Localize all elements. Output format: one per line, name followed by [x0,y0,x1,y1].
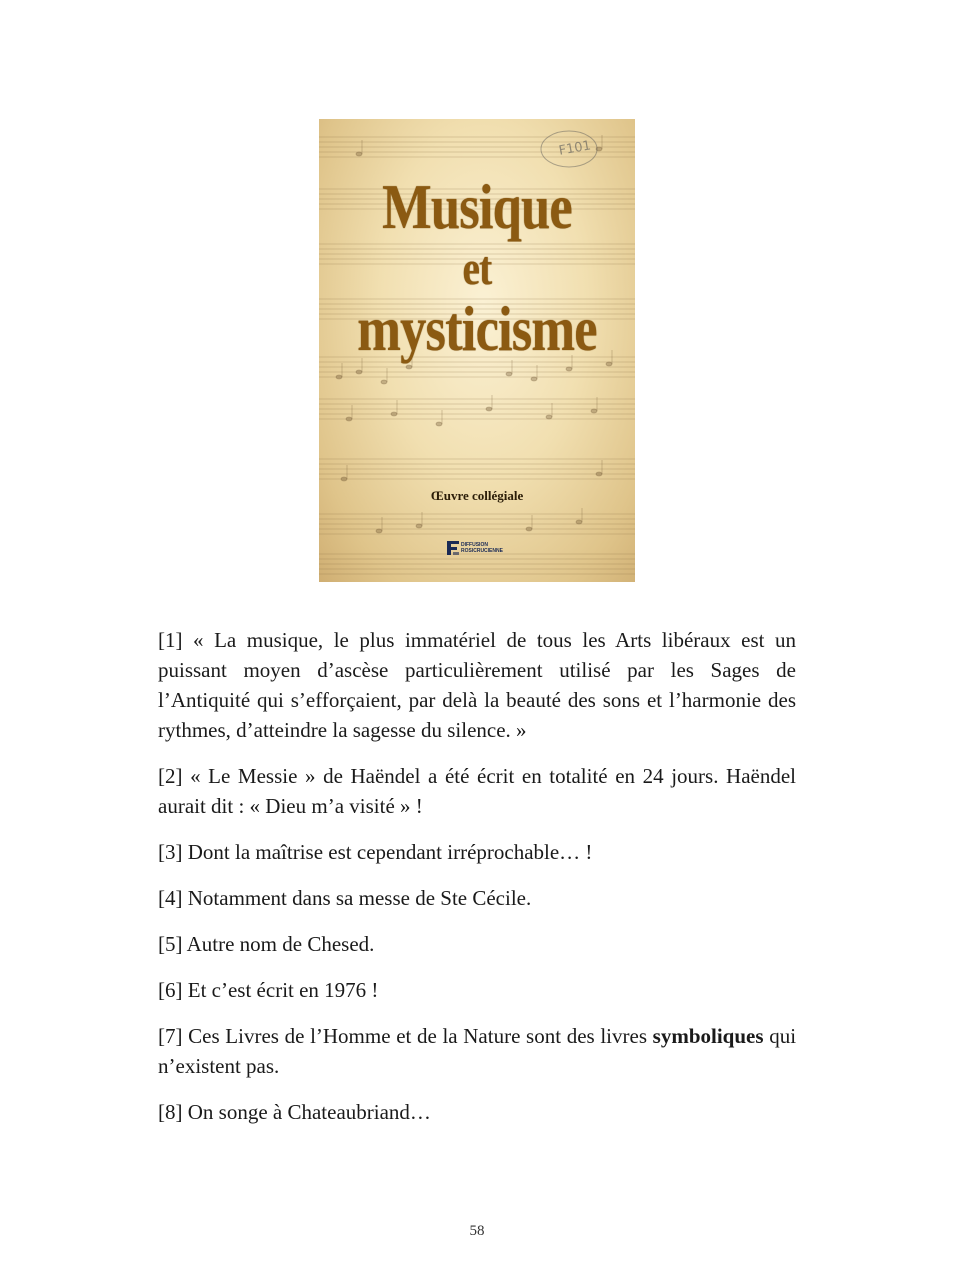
cover-subtitle: Œuvre collégiale [430,488,524,503]
footnote-number: [1] [158,628,183,652]
footnote-8 [158,1097,796,1127]
footnote-number: [2] [158,764,183,788]
footnote-number: [7] [158,1024,183,1048]
footnote-6 [158,975,796,1005]
footnote-text-bold: symboliques [652,1024,764,1048]
footnote-text: « Le Messie » de Haëndel a été écrit en totalité en 24 jours. Haëndel aurait dit : « Dieu m’a visité » ! [158,764,796,818]
footnote-number: [6] [158,978,183,1002]
footnote-text: « La musique, le plus immatériel de tous les Arts libéraux est un puissant moyen d’ascèse particulièrement utilisé par les Sages de l’Antiquité qui s’efforçaient, par delà la beauté des sons et l’harmonie des rythmes, d’atteindre la sagesse du silence. » [158,628,797,742]
footnote-text-after: qui n’existent pas. [158,1024,797,1078]
footnote-5 [158,929,796,959]
cover-title-line3: mysticisme [357,293,597,364]
publisher-line1: DIFFUSION [461,542,488,548]
cover-title-line2: et [462,242,492,295]
publisher-line2: ROSICRUCIENNE [461,548,503,554]
footnote-7 [158,1021,796,1081]
footnote-text-before: Ces Livres de l’Homme et de la Nature sont des livres [188,1024,647,1048]
footnote-2 [158,761,796,821]
rosicrucian-logo-icon [445,539,461,557]
footnote-number: [4] [158,886,183,910]
footnote-text: Autre nom de Chesed. [186,932,375,956]
footnote-3 [158,837,796,867]
footnote-text: Notamment dans sa messe de Ste Cécile. [187,886,532,910]
footnote-text: Dont la maîtrise est cependant irréprochable… ! [187,840,593,864]
handwritten-mark: F101 [557,138,593,159]
footnote-number: [8] [158,1100,183,1124]
cover-title-line1: Musique [382,171,572,242]
footnote-text: On songe à Chateaubriand… [187,1100,431,1124]
footnotes [158,625,796,1143]
book-cover-image [319,119,635,582]
footnote-number: [3] [158,840,183,864]
footnote-text: Et c’est écrit en 1976 ! [187,978,379,1002]
page-number: 58 [469,1223,485,1239]
footnote-number: [5] [158,932,183,956]
publisher-logo [445,539,515,561]
footnote-4 [158,883,796,913]
footnote-1 [158,625,796,745]
